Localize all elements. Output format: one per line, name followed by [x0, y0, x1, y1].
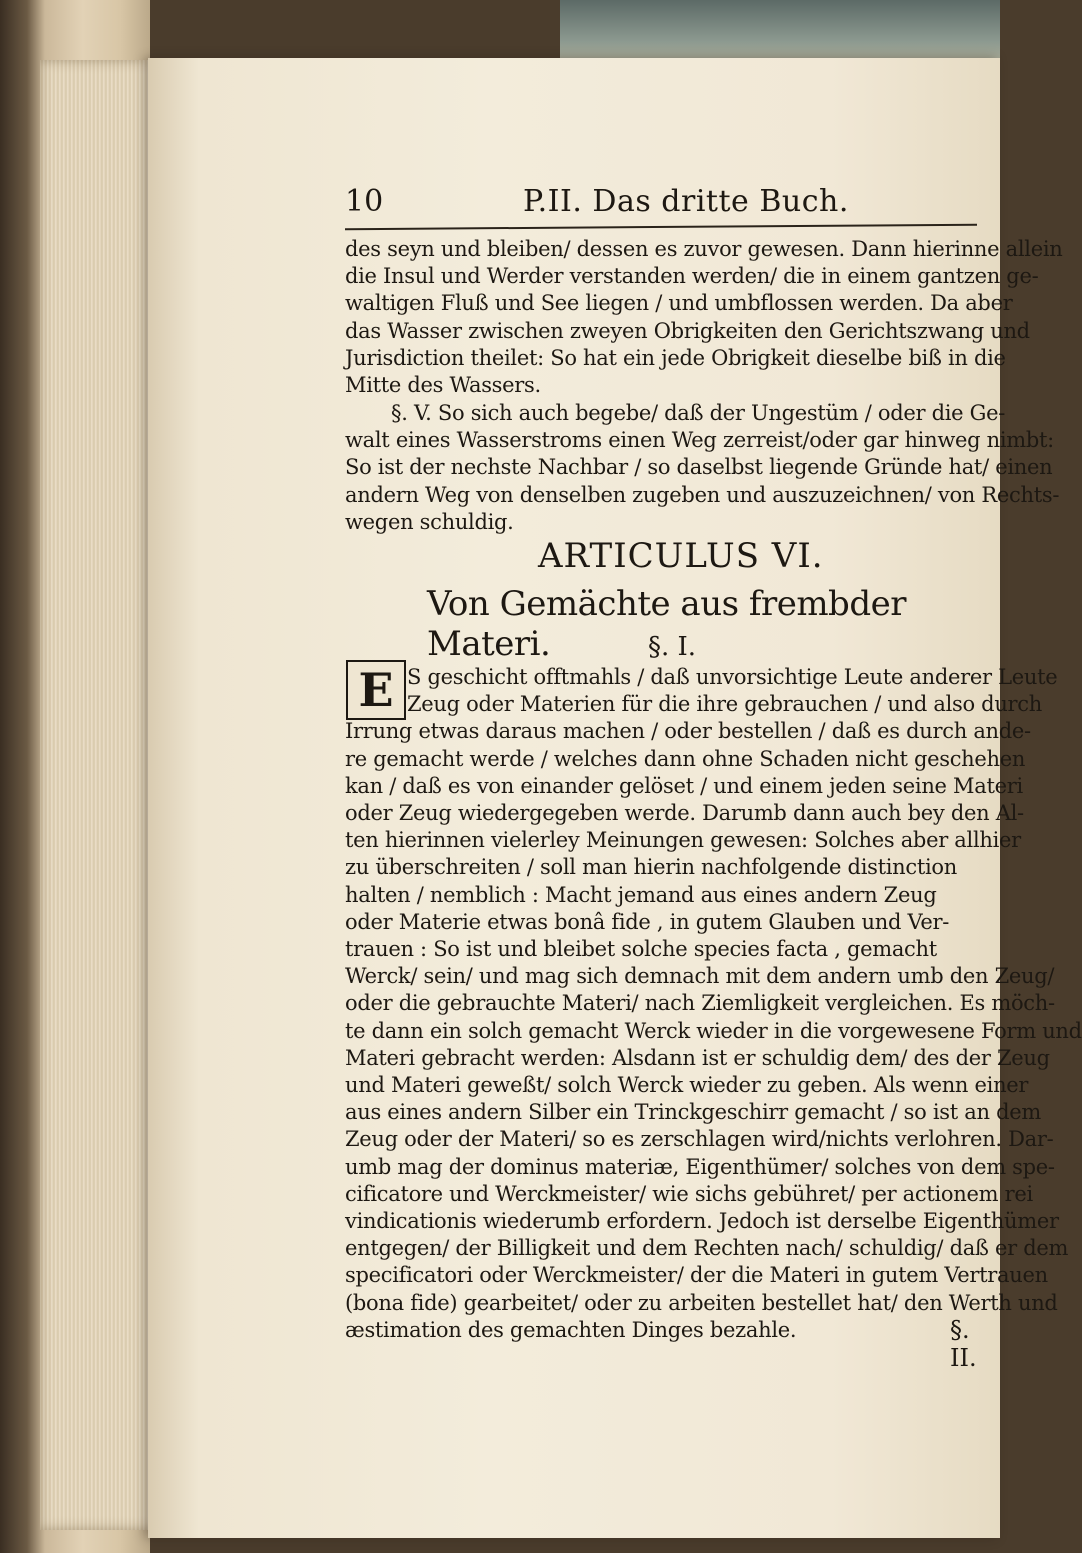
text-line: Zeug oder Materien für die ihre gebrauchen / und also durch	[407, 692, 1042, 717]
article-title: ARTICULUS VI.	[538, 536, 824, 576]
page-stack	[40, 60, 160, 1530]
text-line: trauen : So ist und bleibet solche species facta , gemacht	[345, 937, 937, 962]
text-line: des seyn und bleiben/ dessen es zuvor gewesen. Dann hierinne allein	[345, 237, 1063, 261]
text-line: S geschicht offtmahls / daß unvorsichtige Leute anderer Leute	[407, 665, 1058, 689]
paragraph-continued	[345, 236, 1063, 399]
drop-cap: E	[346, 660, 406, 720]
text-line: oder Materie etwas bonâ fide , in gutem Glauben und Ver-	[345, 909, 950, 934]
text-line: wegen schuldig.	[345, 509, 514, 534]
text-line: entgegen/ der Billigkeit und dem Rechten nach/ schuldig/ daß er dem	[345, 1236, 1069, 1261]
catchword: §. II.	[950, 1316, 977, 1372]
text-line: oder Zeug wiedergegeben werde. Darumb dann auch bey den Al-	[345, 801, 1024, 826]
text-line: specificatori oder Werckmeister/ der die Materi in gutem Vertrauen	[345, 1263, 1048, 1288]
text-line: waltigen Fluß und See liegen / und umbflossen werden. Da aber	[345, 291, 1013, 316]
text-line: So ist der nechste Nachbar / so daselbst liegende Gründe hat/ einen	[345, 455, 1053, 480]
text-line: andern Weg von denselben zugeben und auszuzeichnen/ von Rechts-	[345, 482, 1060, 507]
text-line: kan / daß es von einander gelöset / und einem jeden seine Materi	[345, 773, 1023, 798]
text-line: Jurisdiction theilet: So hat ein jede Obrigkeit dieselbe biß in die	[345, 345, 1006, 370]
article-subtitle: Von Gemächte aus frembder Materi.	[427, 584, 906, 664]
text-line: walt eines Wasserstroms einen Weg zerreist/oder gar hinweg nimbt:	[345, 428, 1054, 453]
text-line: die Insul und Werder verstanden werden/ die in einem gantzen ge-	[345, 264, 1039, 289]
text-line: Zeug oder der Materi/ so es zerschlagen wird/nichts verlohren. Dar-	[345, 1127, 1054, 1152]
text-line: oder die gebrauchte Materi/ nach Ziemligkeit vergleichen. Es möch-	[345, 991, 1055, 1016]
text-line: halten / nemblich : Macht jemand aus eines andern Zeug	[345, 882, 937, 907]
text-line: zu überschreiten / soll man hierin nachfolgende distinction	[345, 855, 957, 880]
text-line: æstimation des gemachten Dinges bezahle.	[345, 1317, 797, 1342]
text-line: re gemacht werde / welches dann ohne Schaden nicht geschehen	[345, 746, 1026, 771]
text-line: aus eines andern Silber ein Trinckgeschirr gemacht / so ist an dem	[345, 1100, 1041, 1125]
text-line: (bona fide) gearbeitet/ oder zu arbeiten bestellet hat/ den Werth und	[345, 1290, 1058, 1315]
text-line: cificatore und Werckmeister/ wie sichs gebühret/ per actionem rei	[345, 1181, 1033, 1206]
text-line: ten hierinnen vielerley Meinungen gewesen: Solches aber allhier	[345, 828, 1021, 853]
text-line: §. V. So sich auch begebe/ daß der Ungestüm / oder die Ge-	[391, 401, 1006, 425]
text-line: umb mag der dominus materiæ, Eigenthümer/ solches von dem spe-	[345, 1154, 1055, 1179]
text-line: und Materi geweßt/ solch Werck wieder zu geben. Als wenn einer	[345, 1073, 1029, 1098]
page-header	[345, 184, 975, 224]
running-head: P.II. Das dritte Buch.	[523, 184, 849, 219]
text-line: das Wasser zwischen zweyen Obrigkeiten den Gerichtszwang und	[345, 318, 1030, 343]
section-i	[345, 664, 1082, 1344]
page-number: 10	[345, 184, 384, 219]
section-v	[345, 400, 1060, 536]
section-mark: §. I.	[648, 632, 697, 662]
text-line: vindicationis wiederumb erfordern. Jedoch ist derselbe Eigenthümer	[345, 1209, 1059, 1234]
text-line: Mitte des Wassers.	[345, 373, 541, 398]
text-line: Irrung etwas daraus machen / oder bestellen / daß es durch ande-	[345, 719, 1031, 744]
text-line: te dann ein solch gemacht Werck wieder in die vorgewesene Form und	[345, 1018, 1082, 1043]
text-line: Materi gebracht werden: Alsdann ist er schuldig dem/ des der Zeug	[345, 1045, 1050, 1070]
text-line: Werck/ sein/ und mag sich demnach mit dem andern umb den Zeug/	[345, 964, 1055, 989]
